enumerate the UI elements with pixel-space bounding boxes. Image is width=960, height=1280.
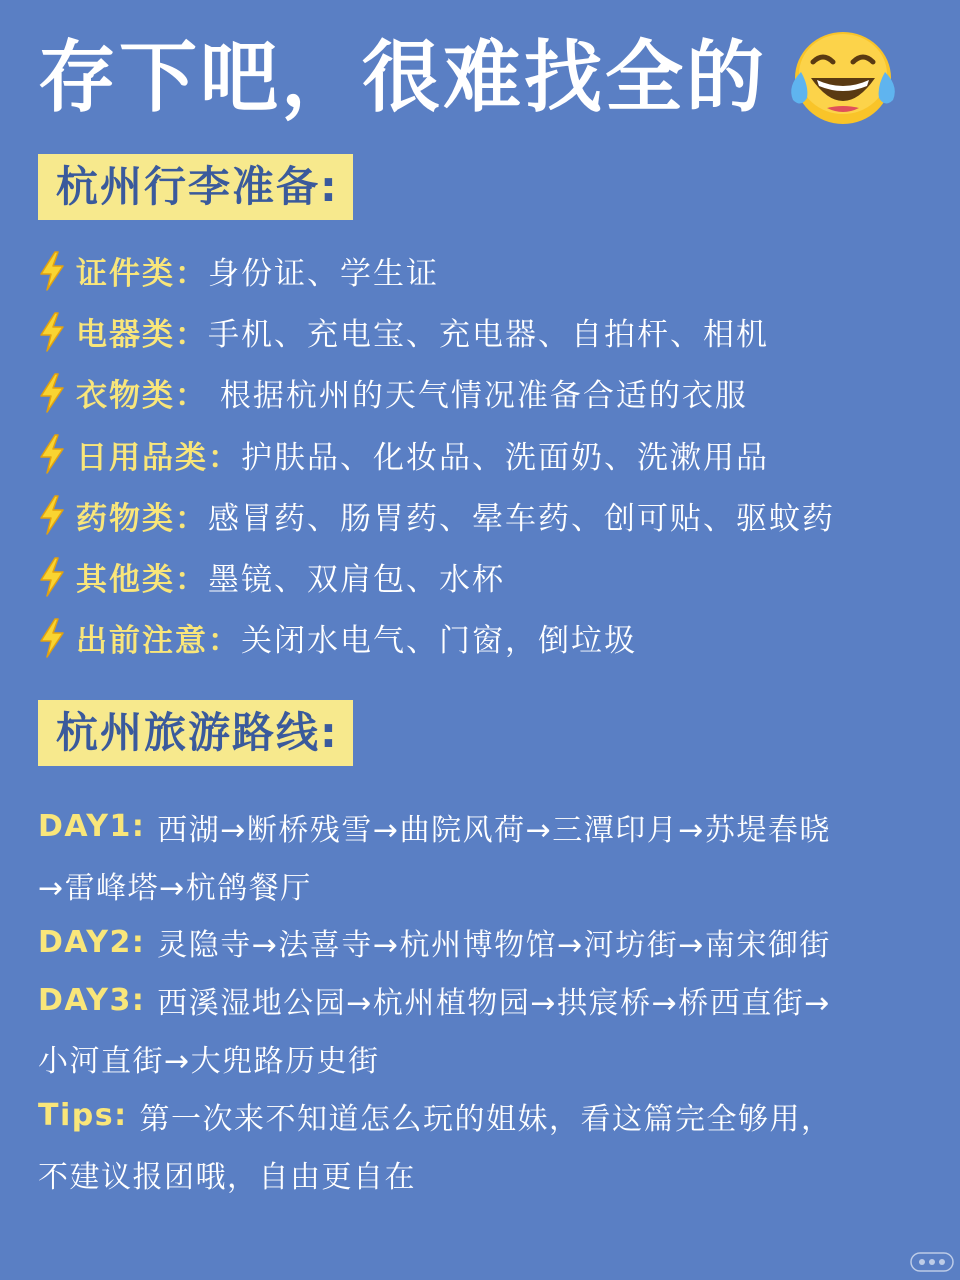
route-label: DAY3:: [38, 982, 158, 1018]
lightning-bolt-icon: [38, 557, 66, 597]
route-line: [38, 914, 938, 972]
route-line: [38, 798, 938, 856]
face-with-tears-of-joy-icon: [787, 28, 899, 128]
route-line: [38, 1145, 938, 1203]
title-text: 存下吧，很难找全的: [38, 33, 768, 123]
route-text: →雷峰塔→杭鸽餐厅: [38, 870, 312, 906]
lightning-bolt-icon: [38, 434, 66, 474]
route-label: Tips:: [38, 1098, 140, 1134]
route-line: [38, 971, 938, 1029]
item-value: 手机、充电宝、充电器、自拍杆、相机: [208, 317, 769, 354]
item-label: 出前注意：: [76, 623, 241, 660]
route-text: 不建议报团哦，自由更自在: [38, 1159, 416, 1195]
route-line: [38, 1087, 938, 1145]
page-title: [38, 28, 938, 128]
lightning-bolt-icon: [38, 373, 66, 413]
item-label: 电器类：: [76, 317, 208, 354]
list-item: [38, 607, 938, 668]
item-value: 关闭水电气、门窗，倒垃圾: [241, 623, 637, 660]
route-text: 第一次来不知道怎么玩的姐妹，看这篇完全够用，: [139, 1101, 833, 1137]
route-label: DAY1:: [38, 809, 158, 845]
list-item: [38, 424, 938, 485]
item-label: 衣物类：: [76, 378, 208, 415]
watermark-logo-icon: [910, 1252, 954, 1272]
item-label: 证件类：: [76, 256, 208, 293]
route-list: [38, 798, 938, 1203]
lightning-bolt-icon: [38, 312, 66, 352]
item-value: 身份证、学生证: [208, 256, 439, 293]
item-label: 药物类：: [76, 500, 208, 537]
route-text: 灵隐寺→法喜寺→杭州博物馆→河坊街→南宋御街: [157, 928, 831, 964]
lightning-bolt-icon: [38, 251, 66, 291]
route-line: [38, 1029, 938, 1087]
item-value: 护肤品、化妆品、洗面奶、洗漱用品: [241, 439, 769, 476]
item-label: 日用品类：: [76, 439, 241, 476]
route-line: [38, 856, 938, 914]
route-text: 西溪湿地公园→杭州植物园→拱宸桥→桥西直街→: [157, 986, 831, 1022]
list-item: [38, 301, 938, 362]
item-value: 感冒药、肠胃药、晕车药、创可贴、驱蚊药: [208, 500, 835, 537]
list-item: [38, 240, 938, 301]
lightning-bolt-icon: [38, 495, 66, 535]
list-item: [38, 546, 938, 607]
packing-section-header: 杭州行李准备:: [38, 154, 353, 220]
route-text: 小河直街→大兜路历史街: [38, 1044, 380, 1080]
list-item: [38, 362, 938, 423]
route-label: DAY2:: [38, 924, 158, 960]
item-value: 墨镜、双肩包、水杯: [208, 562, 505, 599]
list-item: [38, 485, 938, 546]
lightning-bolt-icon: [38, 618, 66, 658]
item-value: 根据杭州的天气情况准备合适的衣服: [208, 378, 748, 415]
item-label: 其他类：: [76, 562, 208, 599]
route-text: 西湖→断桥残雪→曲院风荷→三潭印月→苏堤春晓: [157, 812, 831, 848]
route-section-header: 杭州旅游路线:: [38, 700, 353, 766]
packing-list: [38, 240, 938, 668]
